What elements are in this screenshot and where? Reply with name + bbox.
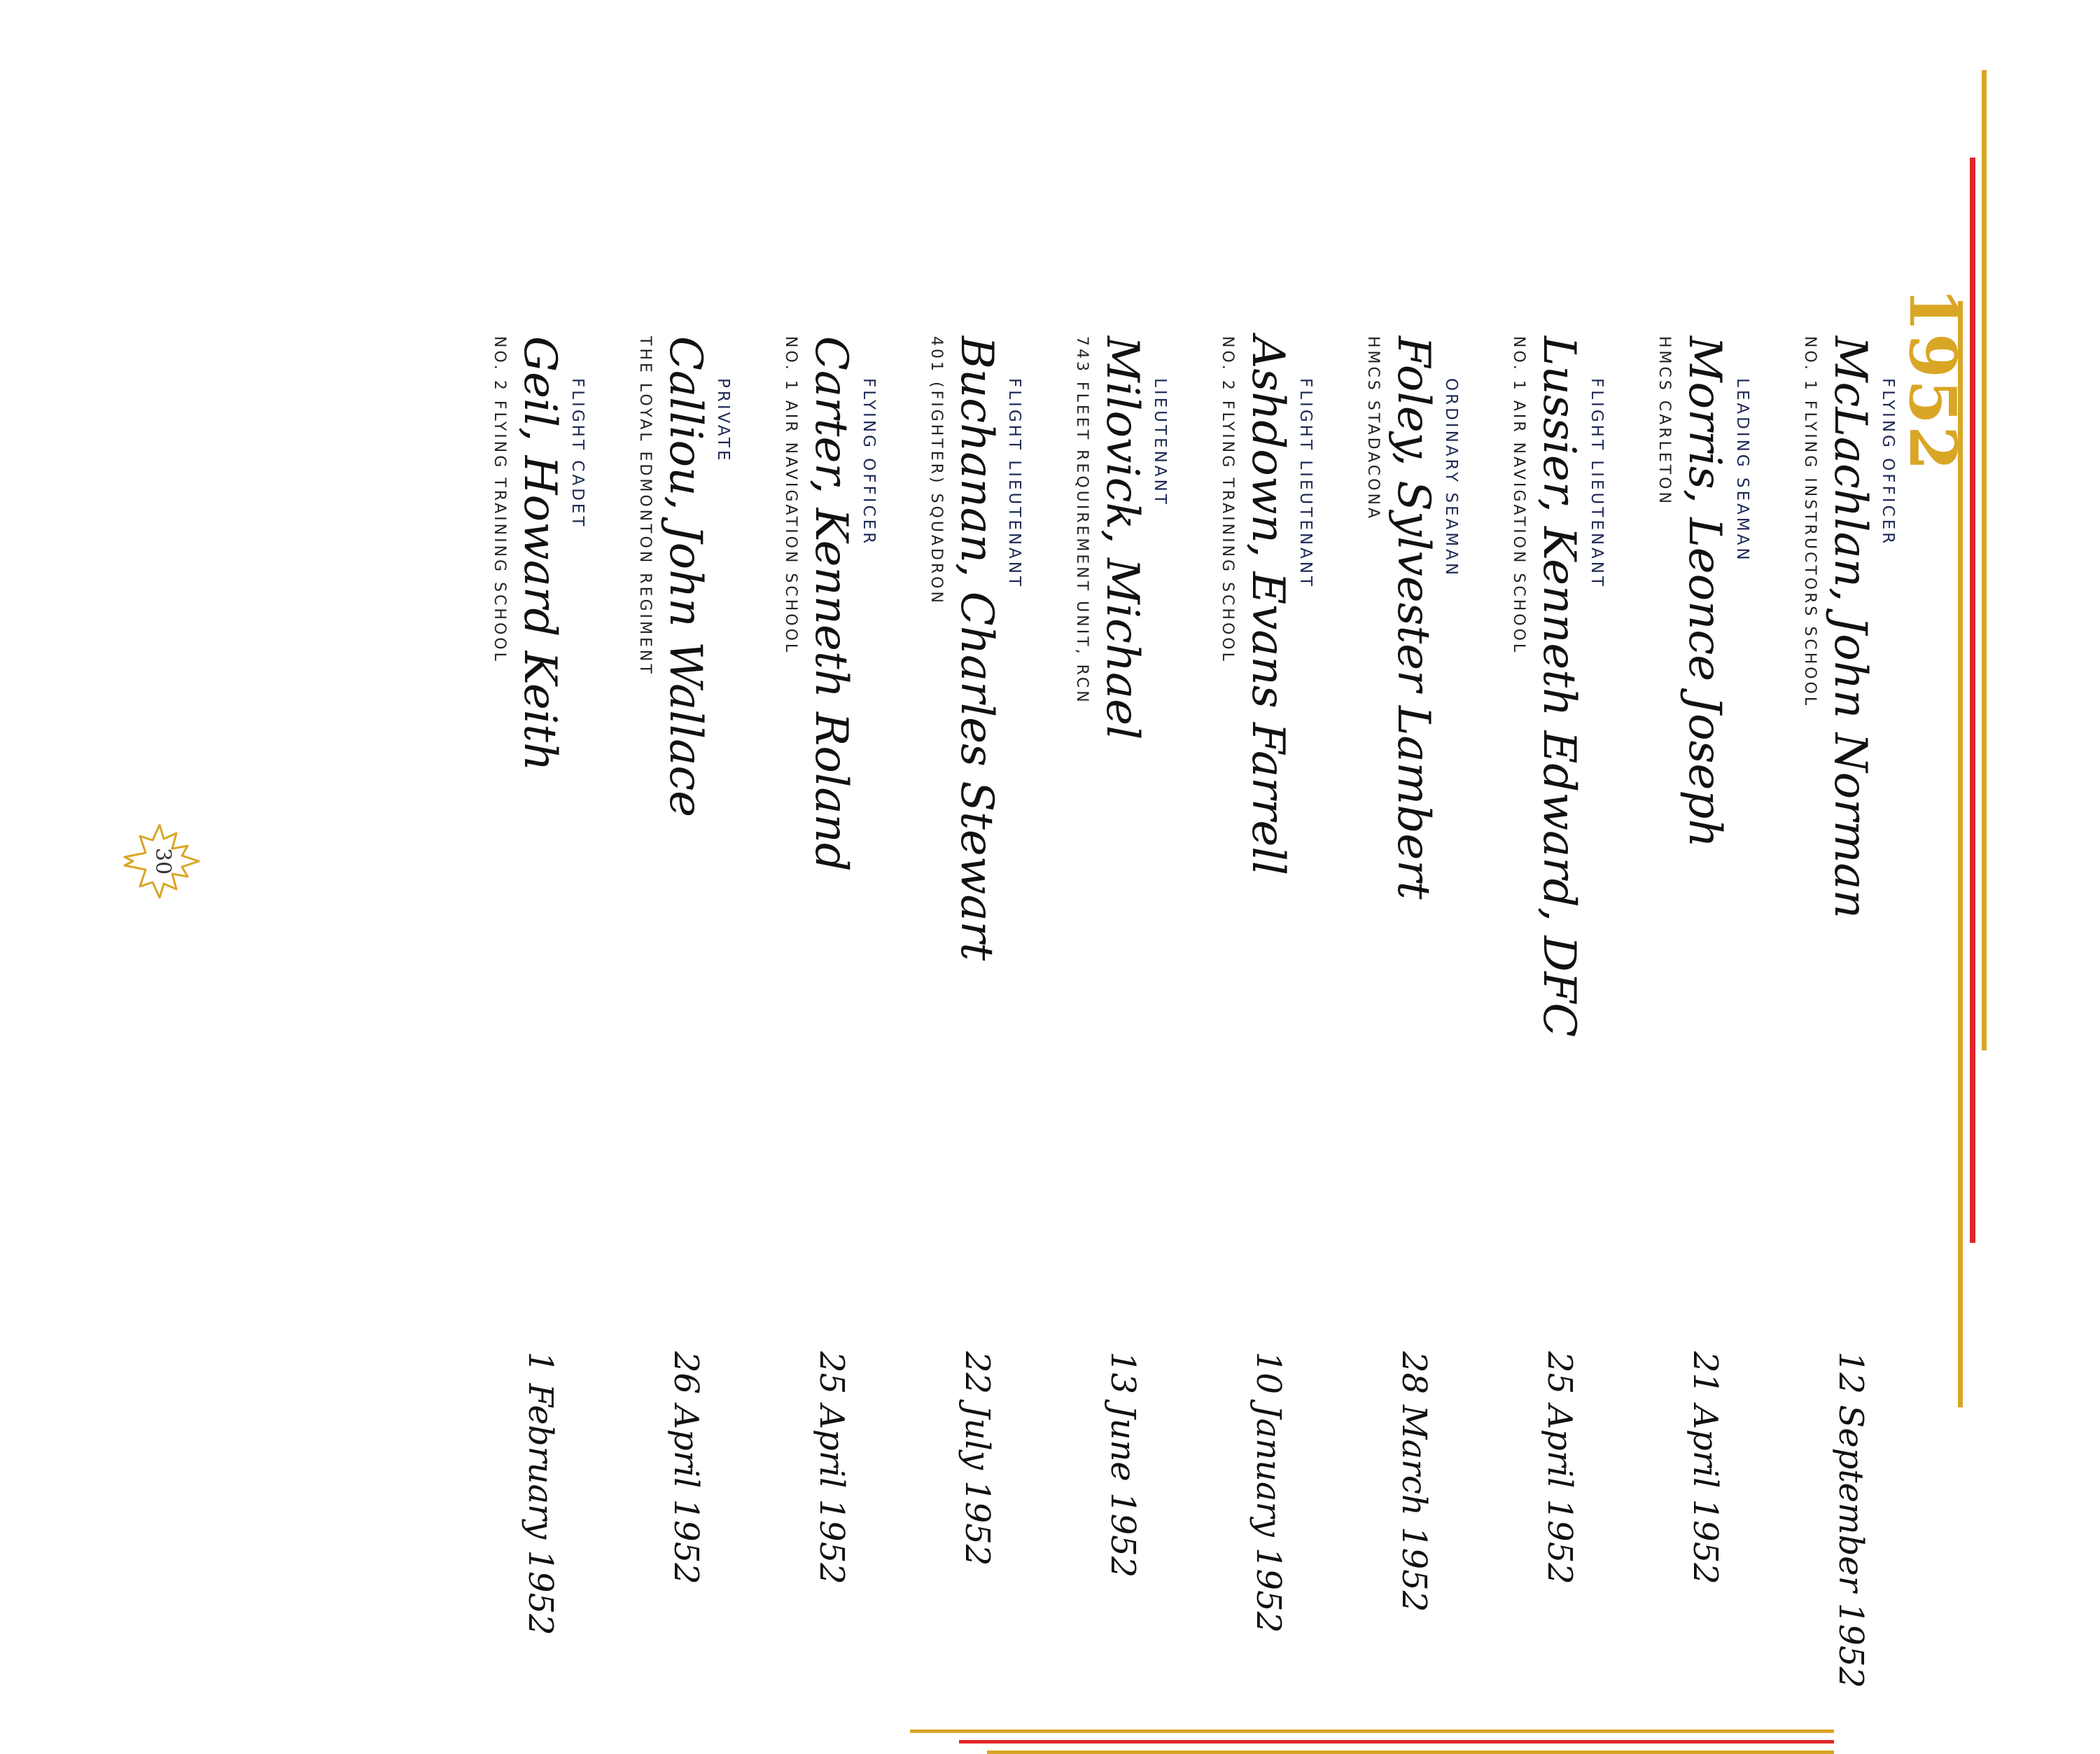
person-name: Geil, Howard Keith — [514, 336, 566, 772]
person-name: McLachlan, John Norman — [1824, 336, 1876, 919]
person-name: Lussier, Kenneth Edward, DFC — [1533, 336, 1585, 1038]
date-of-death: 1 February 1952 — [521, 1351, 560, 1636]
person-name: Milovick, Michael — [1096, 336, 1148, 740]
date-of-death: 13 June 1952 — [1103, 1351, 1142, 1578]
person-name: Foley, Sylvester Lambert — [1387, 336, 1439, 900]
memorial-entry — [587, 336, 732, 1666]
rank-label: FLIGHT LIEUTENANT — [1296, 378, 1315, 590]
date-of-death: 12 September 1952 — [1831, 1351, 1870, 1689]
memorial-list — [441, 336, 1897, 1689]
unit-label: 401 (FIGHTER) SQUADRON — [927, 336, 945, 606]
memorial-entry — [1169, 336, 1315, 1666]
unit-label: NO. 1 FLYING INSTRUCTORS SCHOOL — [1801, 336, 1819, 709]
year-heading: 1952 — [1895, 287, 1970, 473]
date-of-death: 10 January 1952 — [1249, 1351, 1288, 1634]
unit-label: 743 FLEET REQUIREMENT UNIT, RCN — [1073, 336, 1091, 705]
date-of-death: 22 July 1952 — [958, 1351, 997, 1566]
memorial-entry — [1751, 336, 1897, 1689]
rank-label: FLYING OFFICER — [860, 378, 878, 547]
memorial-entry — [1606, 336, 1751, 1666]
decorative-rule — [987, 1750, 1834, 1754]
unit-label: NO. 2 FLYING TRAINING SCHOOL — [1219, 336, 1236, 664]
person-name: Ashdown, Evans Farrell — [1242, 336, 1294, 876]
page-number: 30 — [150, 847, 175, 875]
rank-label: FLYING OFFICER — [1879, 378, 1897, 547]
memorial-entry — [1315, 336, 1460, 1666]
person-name: Carter, Kenneth Roland — [805, 336, 857, 872]
rank-label: FLIGHT LIEUTENANT — [1005, 378, 1023, 590]
memorial-entry — [732, 336, 878, 1666]
unit-label: THE LOYAL EDMONTON REGIMENT — [636, 336, 654, 676]
date-of-death: 25 April 1952 — [1540, 1351, 1579, 1585]
decorative-rule — [1982, 70, 1987, 1050]
rank-label: ORDINARY SEAMAN — [1442, 378, 1460, 578]
rank-label: FLIGHT LIEUTENANT — [1588, 378, 1606, 590]
person-name: Calliou, John Wallace — [659, 336, 711, 818]
date-of-death: 21 April 1952 — [1686, 1351, 1725, 1585]
rank-label: LEADING SEAMAN — [1733, 378, 1751, 563]
memorial-entry — [1460, 336, 1606, 1666]
decorative-rule — [1970, 158, 1975, 1243]
date-of-death: 25 April 1952 — [812, 1351, 851, 1585]
person-name: Buchanan, Charles Stewart — [951, 336, 1002, 961]
date-of-death: 26 April 1952 — [666, 1351, 706, 1585]
person-name: Morris, Leonce Joseph — [1679, 336, 1730, 848]
page-number-badge — [119, 819, 203, 903]
unit-label: NO. 1 AIR NAVIGATION SCHOOL — [1510, 336, 1527, 655]
memorial-entry — [441, 336, 587, 1666]
unit-label: NO. 2 FLYING TRAINING SCHOOL — [491, 336, 508, 664]
decorative-rule — [910, 1729, 1834, 1733]
rank-label: LIEUTENANT — [1151, 378, 1169, 507]
unit-label: NO. 1 AIR NAVIGATION SCHOOL — [782, 336, 799, 655]
unit-label: HMCS STADACONA — [1364, 336, 1382, 521]
memorial-entry — [1023, 336, 1169, 1666]
memorial-entry — [878, 336, 1023, 1666]
unit-label: HMCS CARLETON — [1656, 336, 1673, 506]
decorative-rule — [959, 1740, 1834, 1743]
rank-label: FLIGHT CADET — [568, 378, 587, 529]
date-of-death: 28 March 1952 — [1394, 1351, 1434, 1613]
rank-label: PRIVATE — [714, 378, 732, 464]
